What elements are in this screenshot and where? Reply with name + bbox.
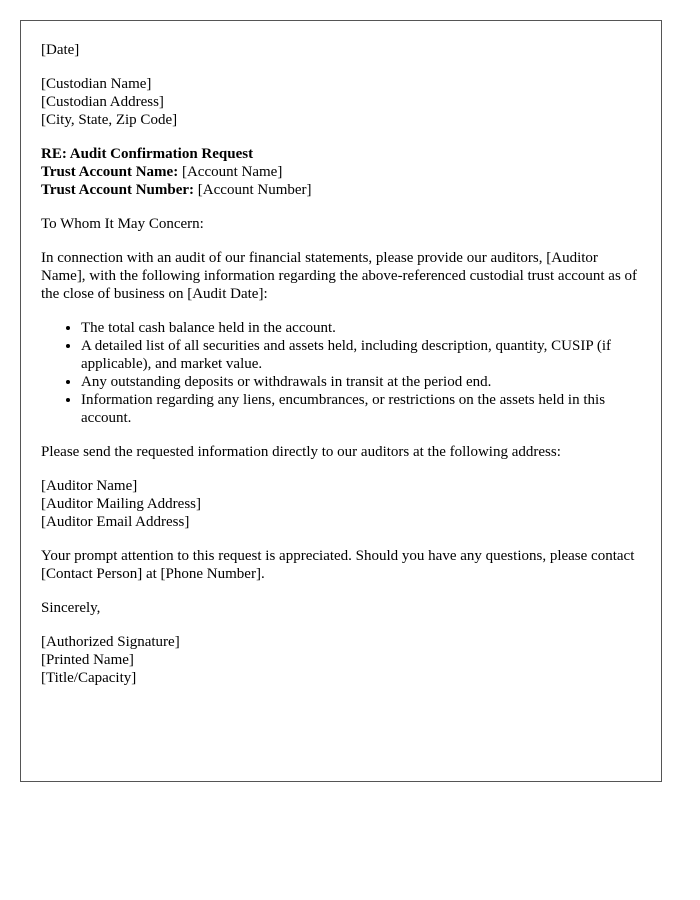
signoff: Sincerely, [41, 600, 101, 616]
salutation: To Whom It May Concern: [41, 216, 204, 232]
signature-block [41, 633, 641, 687]
letter [20, 20, 662, 782]
re-block [41, 145, 641, 199]
account-name-label: Trust Account Name: [41, 164, 179, 180]
auditor-name: [Auditor Name] [41, 478, 138, 494]
custodian-street: [Custodian Address] [41, 94, 164, 110]
list-item: • The total cash balance held in the account. [81, 319, 641, 337]
subject: RE: Audit Confirmation Request [41, 146, 254, 162]
intro: In connection with an audit of our financial statements, please provide our auditors, [Auditor Name], with the following information regarding the above-referenced custodial trust account as of the close of business on [Audit Date]: [41, 250, 638, 302]
date: [Date] [41, 42, 80, 58]
custodian-city: [City, State, Zip Code] [41, 112, 178, 128]
custodian-address [41, 75, 641, 129]
send-instructions: Please send the requested information directly to our auditors at the following address: [41, 444, 561, 460]
auditor-email: [Auditor Email Address] [41, 514, 190, 530]
signature: [Authorized Signature] [41, 634, 180, 650]
list-item: • Any outstanding deposits or withdrawals in transit at the period end. [81, 373, 641, 391]
auditor-mailing: [Auditor Mailing Address] [41, 496, 201, 512]
account-name: [Account Name] [178, 164, 283, 180]
title: [Title/Capacity] [41, 670, 137, 686]
request-list [41, 319, 641, 427]
printed-name: [Printed Name] [41, 652, 134, 668]
account-number: [Account Number] [194, 182, 312, 198]
list-item: • Information regarding any liens, encumbrances, or restrictions on the assets held in this account. [81, 391, 641, 427]
list-item: • A detailed list of all securities and assets held, including description, quantity, CUSIP (if applicable), and market value. [81, 337, 641, 373]
account-number-label: Trust Account Number: [41, 182, 195, 198]
closing-paragraph: Your prompt attention to this request is appreciated. Should you have any questions, please contact [Contact Person] at [Phone Number]. [41, 548, 635, 582]
auditor-address [41, 477, 641, 531]
custodian-name: [Custodian Name] [41, 76, 152, 92]
